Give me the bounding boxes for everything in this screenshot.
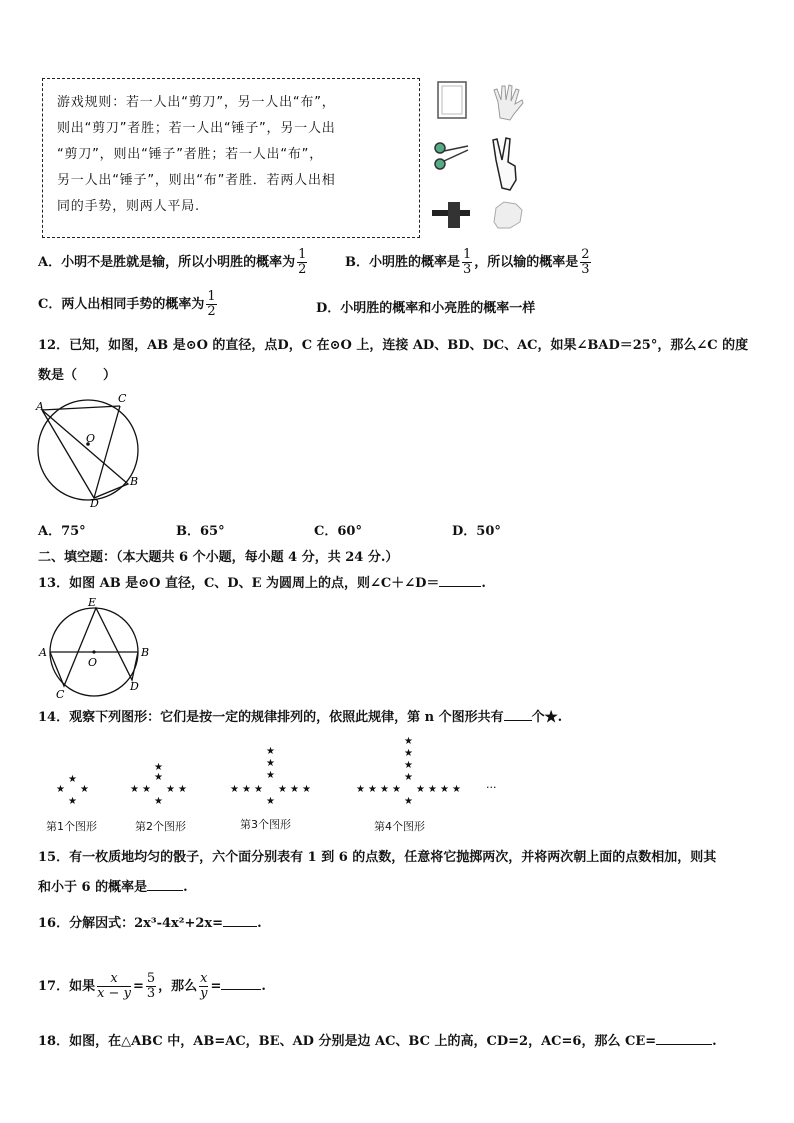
- q11-option-b: B．小明胜的概率是 $\frac{1}{3}$ ，所以输的概率是 $\frac{2}{3}$: [345, 247, 590, 277]
- q13-stem: 13．如图 AB 是⊙O 直径，C、D、E 为圆周上的点，则∠C＋∠D＝ .: [38, 576, 486, 591]
- star-icon: ★: [404, 760, 413, 771]
- point-label-a: A: [39, 646, 47, 659]
- star-icon: ★: [266, 746, 275, 757]
- star-icon: ★: [440, 784, 449, 795]
- star-icon: ★: [290, 784, 299, 795]
- star-icon: ★: [302, 784, 311, 795]
- star-icon: ★: [380, 784, 389, 795]
- q13-circle-figure: [36, 594, 156, 702]
- point-label-o: O: [88, 656, 98, 669]
- q14-star-pattern: [40, 730, 520, 812]
- rules-line: 同的手势，则两人平局.: [57, 199, 200, 214]
- star-icon: ★: [56, 784, 65, 795]
- star-icon: ★: [130, 784, 139, 795]
- star-icon: ★: [178, 784, 187, 795]
- fraction: $\frac{2}{3}$: [581, 247, 590, 277]
- q15-stem-line2: 和小于 6 的概率是 .: [38, 880, 188, 895]
- star-icon: ★: [80, 784, 89, 795]
- figure-label-3: 第3个图形: [240, 818, 291, 831]
- star-icon: ★: [392, 784, 401, 795]
- fraction: $\frac{1}{2}$: [298, 247, 307, 277]
- star-icon: ★: [452, 784, 461, 795]
- gesture-images: [430, 80, 530, 240]
- star-icon: ★: [404, 772, 413, 783]
- fraction: $\frac{x}{x - y}$: [97, 971, 131, 1001]
- victory-hand-icon: [493, 138, 516, 190]
- q17-stem: 17．如果 $\frac{x}{x - y}$ = $\frac{5}{3}$ ，那么 $\frac{x}{y}$ = .: [38, 971, 266, 1001]
- q11-option-d: D．小明胜的概率和小亮胜的概率一样: [316, 301, 536, 316]
- q14-stem: 14．观察下列图形：它们是按一定的规律排列的，依照此规律，第 n 个图形共有 个★.: [38, 710, 563, 725]
- rules-line: 游戏规则：若一人出“剪刀”，另一人出“布”，: [57, 95, 336, 110]
- fraction: $\frac{1}{2}$: [207, 289, 216, 319]
- star-icon: ★: [416, 784, 425, 795]
- q12-circle-figure: [30, 388, 150, 518]
- star-icon: ★: [166, 784, 175, 795]
- fist-icon: [494, 202, 522, 228]
- answer-blank: [504, 709, 532, 721]
- point-label-c: C: [118, 392, 127, 405]
- q12-option-a: A．75°: [38, 524, 86, 539]
- star-icon: ★: [154, 762, 163, 773]
- rules-line: “剪刀”，则出“锤子”者胜；若一人出“布”，: [57, 147, 324, 162]
- star-icon: ★: [266, 770, 275, 781]
- game-rules-box: [42, 78, 420, 238]
- star-icon: ★: [230, 784, 239, 795]
- answer-blank: [656, 1033, 712, 1045]
- q11-option-c: C．两人出相同手势的概率为 $\frac{1}{2}$: [38, 289, 216, 319]
- star-icon: ★: [154, 772, 163, 783]
- scissors-icon: [435, 143, 468, 169]
- q16-stem: 16．分解因式：2x³-4x²+2x= .: [38, 916, 262, 931]
- point-label-e: E: [88, 596, 97, 609]
- point-label-b: B: [141, 646, 150, 659]
- answer-blank: [221, 978, 261, 990]
- star-icon: ★: [428, 784, 437, 795]
- star-icon: ★: [404, 736, 413, 747]
- fraction: $\frac{1}{3}$: [463, 247, 472, 277]
- q15-stem-line1: 15．有一枚质地均匀的骰子，六个面分别表有 1 到 6 的点数，任意将它抛掷两次，并将两次朝上面的点数相加，则其: [38, 850, 717, 865]
- open-hand-icon: [494, 85, 523, 120]
- star-icon: ★: [242, 784, 251, 795]
- rules-line: 另一人出“锤子”，则出“布”者胜．若两人出相: [57, 173, 336, 188]
- point-label-a: A: [36, 400, 44, 413]
- star-icon: ★: [142, 784, 151, 795]
- star-icon: ★: [278, 784, 287, 795]
- star-icon: ★: [368, 784, 377, 795]
- point-label-d: D: [130, 680, 139, 693]
- star-icon: ★: [68, 774, 77, 785]
- rules-line: 则出“剪刀”者胜；若一人出“锤子”，另一人出: [57, 121, 336, 136]
- star-icon: ★: [266, 796, 275, 807]
- figure-label-1: 第1个图形: [46, 820, 97, 833]
- star-icon: ★: [154, 796, 163, 807]
- q12-stem-line2: 数是（ ）: [38, 368, 117, 383]
- q12-option-d: D．50°: [452, 524, 501, 539]
- point-label-b: B: [130, 475, 139, 488]
- q12-option-c: C．60°: [314, 524, 362, 539]
- q18-stem: 18．如图，在△ABC 中，AB=AC，BE、AD 分别是边 AC、BC 上的高，CD=2，AC=6，那么 CE= .: [38, 1034, 717, 1049]
- point-label-c: C: [56, 688, 65, 701]
- star-icon: ★: [356, 784, 365, 795]
- star-icon: ★: [68, 796, 77, 807]
- answer-blank: [147, 879, 183, 891]
- q12-stem-line1: 12．已知，如图，AB 是⊙O 的直径，点D，C 在⊙O 上，连接 AD、BD、DC、AC，如果∠BAD＝25°，那么∠C 的度: [38, 338, 749, 353]
- point-label-d: D: [90, 497, 99, 510]
- answer-blank: [439, 575, 481, 587]
- figure-label-2: 第2个图形: [135, 820, 186, 833]
- star-icon: ★: [266, 758, 275, 769]
- star-icon: ★: [404, 748, 413, 759]
- ellipsis: ···: [486, 781, 497, 794]
- fraction: $\frac{x}{y}$: [200, 971, 208, 1001]
- q11-option-a: A．小明不是胜就是输，所以小明胜的概率为 $\frac{1}{2}$: [38, 247, 307, 277]
- figure-label-4: 第4个图形: [374, 820, 425, 833]
- section-heading: 二、填空题：（本大题共 6 个小题，每小题 4 分，共 24 分.）: [38, 550, 399, 565]
- star-icon: ★: [404, 796, 413, 807]
- hammer-icon: [432, 202, 470, 228]
- fraction: $\frac{5}{3}$: [146, 971, 156, 1001]
- answer-blank: [223, 915, 257, 927]
- paper-sheet-icon: [438, 82, 466, 118]
- q12-option-b: B．65°: [176, 524, 225, 539]
- point-label-o: O: [86, 432, 96, 445]
- star-icon: ★: [254, 784, 263, 795]
